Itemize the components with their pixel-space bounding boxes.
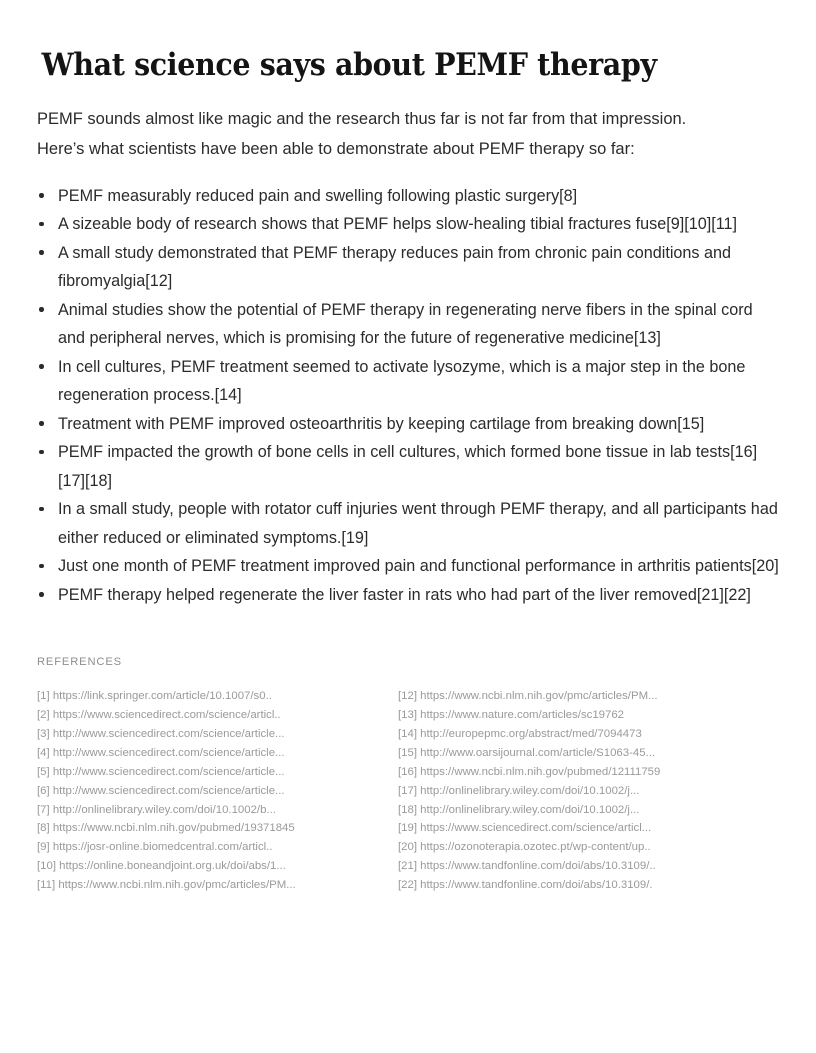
list-item-text: Just one month of PEMF treatment improved pain and functional performance in arthritis patients[20]	[58, 557, 779, 576]
bullet-icon	[39, 250, 44, 255]
references-column-left	[37, 687, 398, 895]
reference-item[interactable]: [12] https://www.ncbi.nlm.nih.gov/pmc/articles/PM...	[398, 690, 658, 703]
claims-list	[37, 164, 779, 610]
list-item-text: PEMF measurably reduced pain and swelling following plastic surgery[8]	[58, 186, 578, 205]
references-column-right	[398, 687, 758, 895]
bullet-icon	[39, 364, 44, 369]
reference-item[interactable]: [15] http://www.oarsijournal.com/article/S1063-45...	[398, 746, 656, 759]
reference-item[interactable]: [1] https://link.springer.com/article/10.1007/s0..	[37, 690, 272, 703]
intro-paragraph: PEMF sounds almost like magic and the research thus far is not far from that impression. Here’s what scientists have been able to demonstrate about PEMF therapy so far:	[37, 109, 687, 158]
list-item-text: A small study demonstrated that PEMF therapy reduces pain from chronic pain conditions and fibromyalgia[12]	[58, 243, 732, 291]
list-item-text: A sizeable body of research shows that PEMF helps slow-healing tibial fractures fuse[9][10][11]	[58, 215, 738, 234]
reference-item[interactable]: [19] https://www.sciencedirect.com/science/articl...	[398, 822, 652, 835]
list-item	[39, 353, 780, 410]
list-item-text: In a small study, people with rotator cuff injuries went through PEMF therapy, and all participants had either reduced or eliminated symptoms.[19]	[58, 500, 778, 547]
reference-item[interactable]: [14] http://europepmc.org/abstract/med/7094473	[398, 727, 642, 740]
page-title: What science says about PEMF therapy	[41, 47, 657, 83]
reference-item[interactable]: [8] https://www.ncbi.nlm.nih.gov/pubmed/19371845	[37, 822, 295, 835]
list-item-text: PEMF therapy helped regenerate the liver faster in rats who had part of the liver removed[21][22]	[58, 585, 751, 604]
list-item	[39, 296, 780, 353]
list-item	[39, 210, 780, 239]
list-item-text: Treatment with PEMF improved osteoarthritis by keeping cartilage from breaking down[15]	[58, 414, 705, 433]
bullet-icon	[39, 450, 44, 455]
list-item-text: Animal studies show the potential of PEMF therapy in regenerating nerve fibers in the spinal cord and peripheral nerves, which is promising for the future of regenerative medicine[13]	[58, 300, 753, 348]
reference-item[interactable]: [5] http://www.sciencedirect.com/science/article...	[37, 765, 285, 778]
reference-item[interactable]: [17] http://onlinelibrary.wiley.com/doi/10.1002/j...	[398, 784, 640, 797]
reference-item[interactable]: [7] http://onlinelibrary.wiley.com/doi/10.1002/b...	[37, 803, 276, 816]
bullet-icon	[39, 222, 44, 227]
reference-item[interactable]: [3] http://www.sciencedirect.com/science/article...	[37, 727, 285, 740]
bullet-icon	[39, 307, 44, 312]
bullet-icon	[39, 193, 44, 198]
reference-list-right	[398, 687, 758, 895]
list-item-text: In cell cultures, PEMF treatment seemed to activate lysozyme, which is a major step in the bone regeneration process.[14]	[58, 357, 746, 405]
bullet-icon	[39, 564, 44, 569]
reference-item[interactable]: [16] https://www.ncbi.nlm.nih.gov/pubmed/12111759	[398, 765, 661, 778]
reference-item[interactable]: [11] https://www.ncbi.nlm.nih.gov/pmc/articles/PM...	[37, 879, 296, 892]
list-item	[39, 182, 780, 211]
references-columns	[37, 668, 779, 895]
reference-item[interactable]: [18] http://onlinelibrary.wiley.com/doi/10.1002/j...	[398, 803, 640, 816]
reference-item[interactable]: [22] https://www.tandfonline.com/doi/abs/10.3109/.	[398, 879, 653, 892]
list-item-text: PEMF impacted the growth of bone cells in cell cultures, which formed bone tissue in lab tests[16][17][18]	[58, 443, 758, 490]
references-heading: REFERENCES	[37, 656, 122, 669]
reference-item[interactable]: [20] https://ozonoterapia.ozotec.pt/wp-content/up..	[398, 841, 651, 854]
reference-item[interactable]: [2] https://www.sciencedirect.com/science/articl..	[37, 709, 281, 722]
bullet-icon	[39, 592, 44, 597]
list-item	[39, 495, 780, 552]
bullet-icon	[39, 421, 44, 426]
reference-item[interactable]: [21] https://www.tandfonline.com/doi/abs/10.3109/..	[398, 860, 656, 873]
reference-item[interactable]: [4] http://www.sciencedirect.com/science/article...	[37, 746, 285, 759]
reference-item[interactable]: [13] https://www.nature.com/articles/sc19762	[398, 709, 625, 722]
reference-item[interactable]: [9] https://josr-online.biomedcentral.com/articl..	[37, 841, 273, 854]
reference-list-left	[37, 687, 398, 895]
reference-item[interactable]: [6] http://www.sciencedirect.com/science/article...	[37, 784, 285, 797]
bullet-icon	[39, 507, 44, 512]
references-section	[37, 609, 779, 895]
article-content	[37, 0, 779, 895]
list-item	[39, 438, 780, 495]
list-item	[39, 239, 780, 296]
reference-item[interactable]: [10] https://online.boneandjoint.org.uk/doi/abs/1...	[37, 860, 286, 873]
list-item	[39, 581, 780, 610]
list-item	[39, 410, 780, 439]
list-item	[39, 552, 780, 581]
